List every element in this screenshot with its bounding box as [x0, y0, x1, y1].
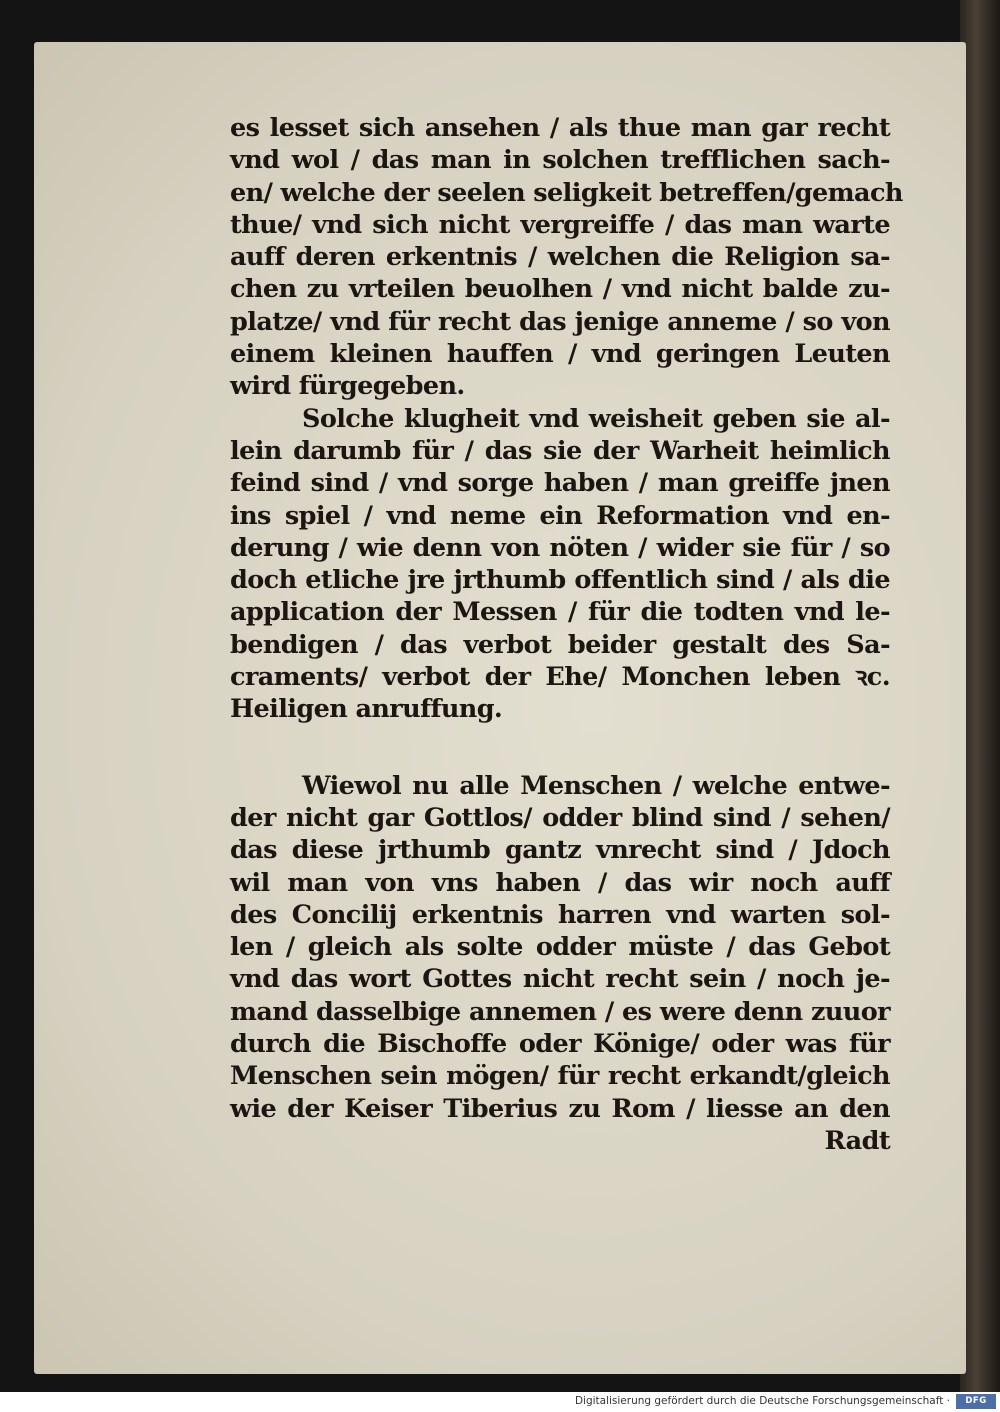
- text-line: feind sind / vnd sorge haben / man greiffe jnen: [230, 468, 890, 499]
- text-line: len / gleich als solte odder müste / das Gebot: [230, 932, 890, 963]
- text-line: bendigen / das verbot beider gestalt des Sa-: [230, 629, 890, 660]
- text-line: auff deren erkentnis / welchen die Religion sa-: [230, 242, 890, 273]
- text-line: en/ welche der seelen seligkeit betreffen/gemach: [230, 177, 903, 208]
- text-line: ins spiel / vnd neme ein Reformation vnd en-: [230, 500, 890, 531]
- text-line: vnd das wort Gottes nicht recht sein / noch je-: [230, 964, 890, 995]
- text-line: doch etliche jre jrthumb offentlich sind / als die: [230, 565, 890, 596]
- text-line: lein darumb für / das sie der Warheit heimlich: [230, 435, 890, 466]
- text-line: platze/ vnd für recht das jenige anneme / so von: [230, 306, 890, 337]
- paragraph-1: [230, 112, 903, 403]
- book-page: [34, 42, 966, 1374]
- text-line: es lesset sich ansehen / als thue man gar recht: [230, 113, 890, 143]
- paragraph-gap: [230, 726, 890, 770]
- paragraph-2: [230, 403, 890, 726]
- text-line: derung / wie denn von nöten / wider sie für / so: [230, 532, 890, 563]
- text-line: wird fürgegeben.: [230, 371, 465, 402]
- text-line: chen zu vrteilen beuolhen / vnd nicht balde zu-: [230, 274, 890, 305]
- paragraph-3: [230, 770, 890, 1125]
- dfg-logo: DFG: [956, 1394, 996, 1409]
- page-text: [230, 112, 903, 1157]
- text-line: craments/ verbot der Ehe/ Monchen leben ꝛc.: [230, 662, 890, 693]
- text-line: vnd wol / das man in solchen trefflichen sach-: [230, 145, 890, 176]
- text-line: durch die Bischoffe oder Könige/ oder was für: [230, 1029, 890, 1060]
- text-line: application der Messen / für die todten vnd le-: [230, 597, 890, 628]
- text-line: das diese jrthumb gantz vnrecht sind / Jdoch: [230, 835, 890, 866]
- text-line: Solche klugheit vnd weisheit geben sie al-: [302, 403, 890, 434]
- book-binding-edge: [960, 0, 1000, 1392]
- text-line: einem kleinen hauffen / vnd geringen Leuten: [230, 339, 890, 370]
- footer-credit: Digitalisierung gefördert durch die Deutsche Forschungsgemeinschaft ·: [574, 1395, 950, 1407]
- digitization-footer: [0, 1392, 1000, 1412]
- text-line: der nicht gar Gottlos/ odder blind sind / sehen/: [230, 802, 890, 833]
- text-line: des Concilij erkentnis harren vnd warten sol-: [230, 899, 890, 930]
- text-line: Wiewol nu alle Menschen / welche entwe-: [302, 770, 890, 801]
- text-line: Heiligen anruffung.: [230, 694, 503, 725]
- text-line: thue/ vnd sich nicht vergreiffe / das man warte: [230, 209, 890, 240]
- text-line: Menschen sein mögen/ für recht erkandt/gleich: [230, 1061, 890, 1092]
- text-line: mand dasselbige annemen / es were denn zuuor: [230, 996, 890, 1027]
- text-line: wie der Keiser Tiberius zu Rom / liesse an den: [230, 1093, 890, 1124]
- catchword: Radt: [824, 1125, 890, 1156]
- text-line: wil man von vns haben / das wir noch auff: [230, 867, 890, 898]
